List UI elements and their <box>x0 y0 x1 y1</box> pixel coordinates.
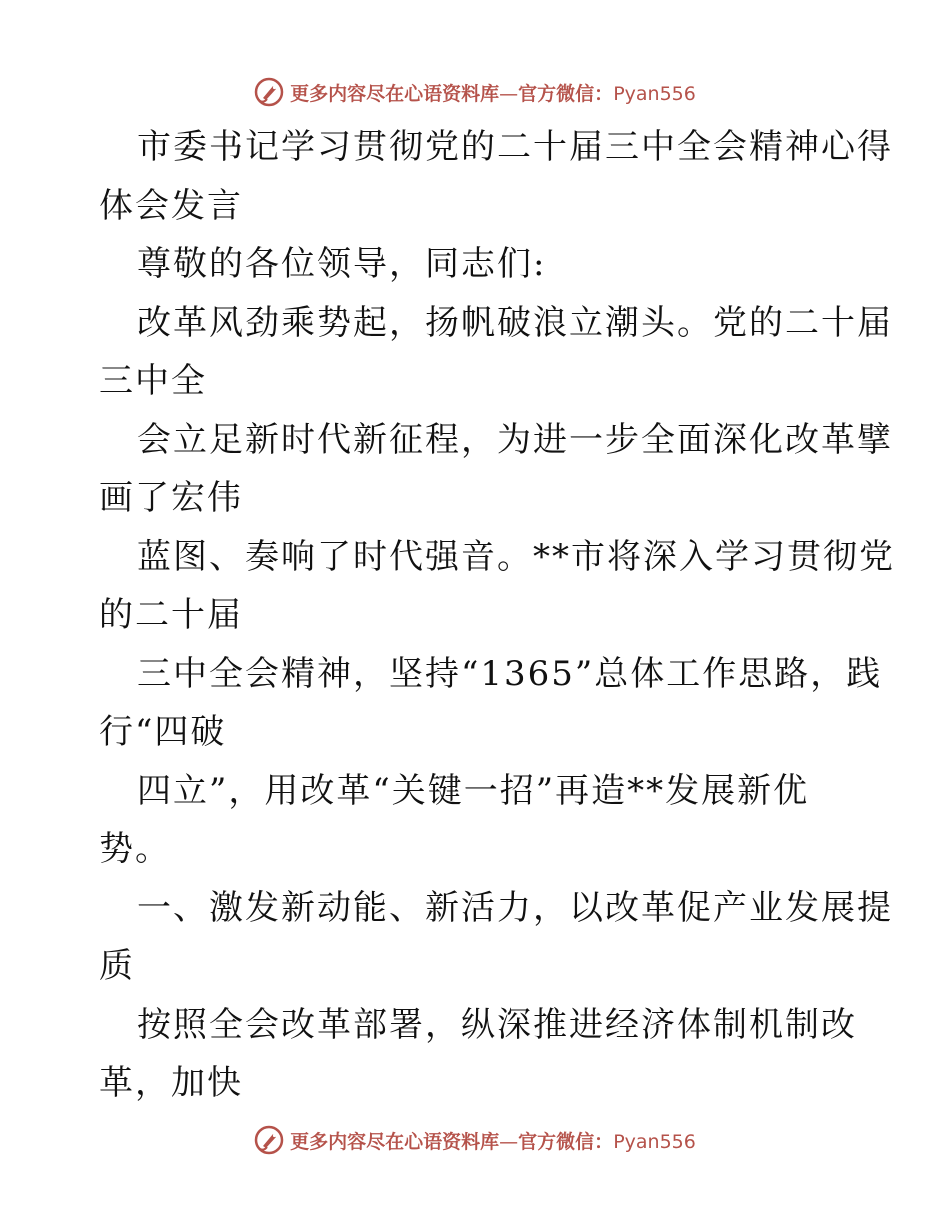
document-body <box>99 118 895 1113</box>
document-line: 质 <box>99 946 135 986</box>
document-line: 尊敬的各位领导，同志们: <box>137 244 547 284</box>
footer-banner <box>0 1120 950 1160</box>
document-line: 蓝图、奏响了时代强音。**市将深入学习贯彻党 <box>137 536 895 577</box>
document-line: 革，加快 <box>99 1063 243 1103</box>
document-line: 三中全 <box>99 361 207 401</box>
pen-nib-logo-icon <box>254 77 284 107</box>
banner-text: 更多内容尽在心语资料库—官方微信：Pyan556 <box>290 82 696 105</box>
banner-text: 更多内容尽在心语资料库—官方微信：Pyan556 <box>290 1130 696 1153</box>
document-line: 势。 <box>99 829 171 869</box>
document-line: 三中全会精神，坚持“1365”总体工作思路，践 <box>137 653 883 694</box>
document-line: 按照全会改革部署，纵深推进经济体制机制改 <box>137 1004 857 1045</box>
document-line: 四立”，用改革“关键一招”再造**发展新优 <box>137 770 810 811</box>
header-banner <box>0 72 950 112</box>
document-line: 会立足新时代新征程，为进一步全面深化改革擘 <box>137 419 893 460</box>
document-line: 画了宏伟 <box>99 478 243 518</box>
document-line: 一、激发新动能、新活力，以改革促产业发展提 <box>137 887 893 928</box>
document-line: 改革风劲乘势起，扬帆破浪立潮头。党的二十届 <box>137 302 893 343</box>
document-line: 的二十届 <box>99 595 243 635</box>
document-line: 市委书记学习贯彻党的二十届三中全会精神心得 <box>137 127 893 167</box>
document-line: 体会发言 <box>99 185 243 226</box>
document-line: 行“四破 <box>99 712 227 752</box>
pen-nib-logo-icon <box>254 1125 284 1155</box>
